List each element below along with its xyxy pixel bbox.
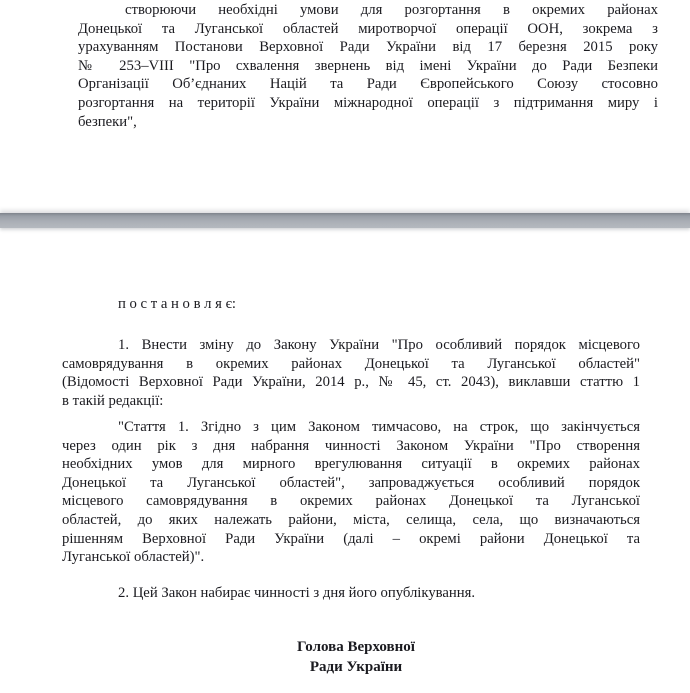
text-line: "Стаття 1. Згідно з цим Законом тимчасово, на строк, що закінчується — [118, 419, 640, 435]
page-separator — [0, 213, 690, 228]
text-line: створюючи необхідні умови для розгортання в окремих районах — [125, 2, 658, 18]
text-line: № 253–VIII "Про схвалення звернень від імені України до Ради Безпеки — [78, 57, 658, 74]
signature-line: Голова Верховної — [297, 639, 415, 655]
text-line: рішенням Верховної Ради України (далі – окремі райони Донецької та — [62, 530, 640, 547]
text-line: через один рік з дня набрання чинності Законом України "Про створення — [62, 437, 640, 454]
text-line: Організації Об’єднаних Націй та Ради Європейського Союзу стосовно — [78, 76, 658, 93]
text-line: областей, до яких належать райони, міста, селища, села, що визначаються — [62, 511, 640, 528]
section-2-paragraph: 2. Цей Закон набирає чинності з дня його опублікування. — [118, 585, 476, 601]
article-1-paragraph — [62, 418, 640, 567]
page-1-preamble-paragraph — [78, 1, 658, 131]
text-line: Донецької та Луганської областей", запроваджується особливий порядок — [62, 474, 640, 491]
enacting-clause: п о с т а н о в л я є: — [118, 296, 236, 312]
text-line: Луганської областей)". — [62, 549, 205, 566]
text-line: самоврядування в окремих районах Донецької та Луганської областей" — [62, 355, 640, 372]
text-line: місцевого самоврядування в окремих районах Донецької та Луганської — [62, 493, 640, 510]
signature-line: Ради України — [309, 659, 403, 675]
section-1-paragraph — [62, 336, 640, 410]
text-line: 1. Внести зміну до Закону України "Про особливий порядок місцевого — [118, 337, 640, 353]
text-line: урахуванням Постанови Верховної Ради України від 17 березня 2015 року — [78, 39, 658, 56]
signature-block — [67, 637, 645, 677]
text-line: Донецької та Луганської областей миротворчої операції ООН, зокрема з — [78, 20, 658, 37]
text-line: необхідних умов для мирного врегулювання ситуації в окремих районах — [62, 456, 640, 473]
text-line: в такій редакції: — [62, 392, 164, 409]
text-line: (Відомості Верховної Ради України, 2014 р., № 45, ст. 2043), виклавши статтю 1 — [62, 374, 640, 391]
text-line: розгортання на території України міжнародної операції з підтримання миру і — [78, 94, 658, 111]
text-line: безпеки", — [78, 113, 137, 130]
